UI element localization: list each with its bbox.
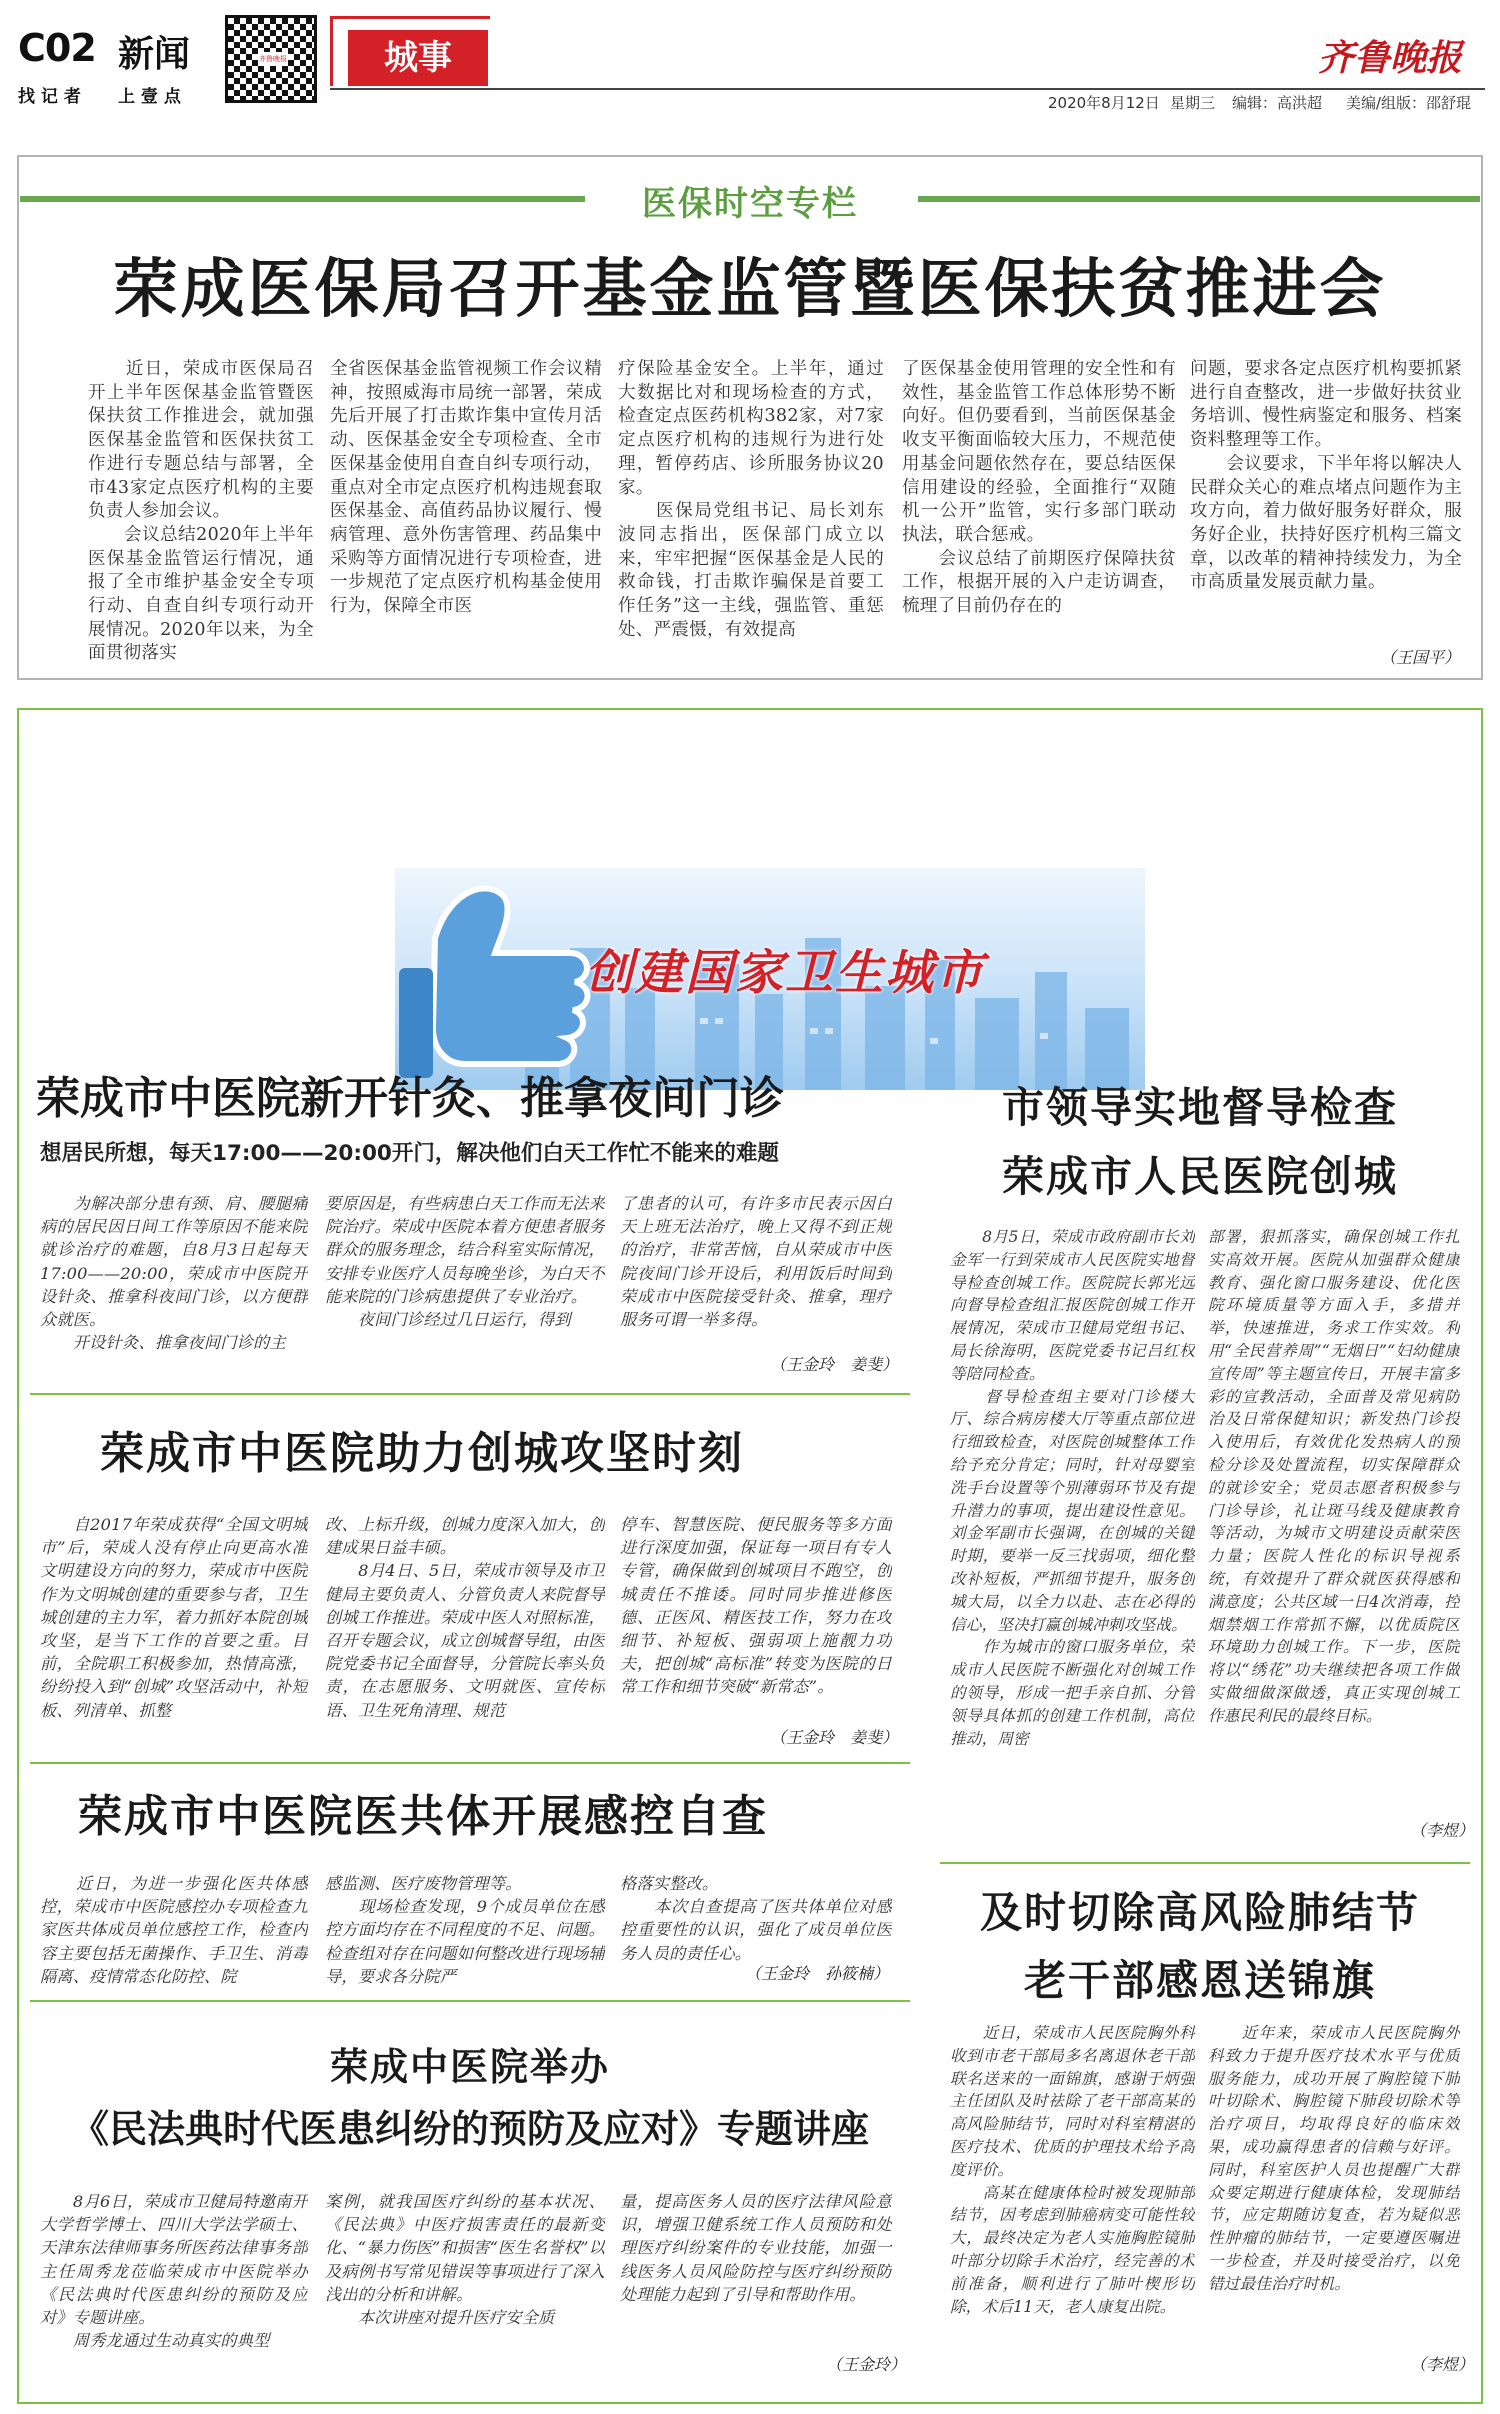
masthead-rule (330, 88, 1485, 90)
column-title-rule-right (918, 196, 1480, 202)
column-title-rule-left (20, 196, 585, 202)
issue-weekday: 星期三 (1170, 94, 1216, 112)
article-3-headline: 荣成市中医院医共体开展感控自查 (78, 1791, 768, 1842)
issue-date: 2020年8月12日 (1048, 94, 1160, 112)
article-6-byline: （李煜） (1410, 2355, 1475, 2374)
tagline-left: 找 记 者 (18, 87, 81, 107)
lead-col-1: 近日，荣成市医保局召开上半年医保基金监管暨医保扶贫工作推进会，就加强医保基金监管和医保扶贫工作进行专题总结与部署，全市43家定点医疗机构的主要负责人参加会议。 会议总结2020年上半年医保基金监管运行情况，通报了全市维护基金安全专项行动、自查自纠专项行动开展情况。2020年以来，为全面贯彻落实 (88, 359, 314, 664)
section-name: 新闻 (118, 34, 191, 75)
article-4-headline-line-2: 《民法典时代医患纠纷的预防及应对》专题讲座 (70, 2107, 869, 2151)
article-2-headline: 荣成市中医院助力创城攻坚时刻 (100, 1428, 744, 1479)
article-3-col-1: 近日，为进一步强化医共体感控，荣成市中医院感控办专项检查九家医共体成员单位感控工作，检查内容主要包括无菌操作、手卫生、消毒隔离、疫情常态化防控、院 (40, 1874, 308, 1986)
article-3-col-2: 感监测、医疗废物管理等。 现场检查发现，9个成员单位在感控方面均存在不同程度的不足、问题。检查组对存在问题如何整改进行现场辅导，要求各分院严 (325, 1874, 605, 1986)
article-1-headline: 荣成市中医院新开针灸、推拿夜间门诊 (36, 1073, 784, 1124)
article-5-headline-line-2: 荣成市人民医院创城 (1001, 1152, 1398, 1201)
article-5-headline-line-1: 市领导实地督导检查 (1001, 1083, 1398, 1132)
article-6-col-1: 近日，荣成市人民医院胸外科收到市老干部局多名离退休老干部联名送来的一面锦旗，感谢于炳强主任团队及时祛除了老干部高某的高风险肺结节，同时对科室精湛的医疗技术、优质的护理技术给予高度评价。 高某在健康体检时被发现肺部结节，因考虑到肺癌病变可能性较大，最终决定为老人实施胸腔镜肺叶部分切除手术治疗，经完善的术前准备，顺利进行了肺叶楔形切除，术后11天，老人康复出院。 (950, 2024, 1195, 2316)
article-4-headline-line-1: 荣成中医院举办 (329, 2045, 610, 2089)
article-3-rule (30, 2000, 910, 2002)
article-4-byline: （王金玲） (826, 2355, 907, 2374)
article-2-col-1: 自2017年荣成获得“全国文明城市”后，荣成人没有停止向更高水准文明建设方向的努力，荣成市中医院作为文明城创建的重要参与者，卫生城创建的主力军，着力抓好本院创城攻坚，是当下工作的首要之重。目前，全院职工积极参加，热情高涨，纷纷投入到“创城”攻坚活动中，补短板、列清单、抓整 (40, 1515, 308, 1720)
article-4-col-2: 案例，就我国医疗纠纷的基本状况、《民法典》中医疗损害责任的最新变化、“暴力伤医”和损害“医生名誉权”以及病例书写常见错误等事项进行了深入浅出的分析和讲解。 本次讲座对提升医疗安全质 (325, 2192, 605, 2328)
article-1-subheadline: 想居民所想，每天17:00——20:00开门，解决他们白天工作忙不能来的难题 (40, 1141, 779, 1166)
page-number: C02 (18, 26, 96, 70)
editor-credit: 编辑：高洪超 (1232, 94, 1323, 112)
article-5-byline: （李煜） (1410, 1821, 1475, 1840)
lead-headline: 荣成医保局召开基金监管暨医保扶贫推进会 (113, 253, 1387, 327)
banner (395, 868, 1145, 1090)
article-5-col-2: 部署，狠抓落实，确保创城工作扎实高效开展。医院从加强群众健康教育、强化窗口服务建设、优化医院环境质量等方面入手，多措并举，快速推进，务求工作实效。利用“全民营养周”“无烟日”“妇幼健康宣传周”等主题宣传日，开展丰富多彩的宣教活动，全面普及常见病防治及日常保健知识；新发热门诊投入使用后，有效优化发热病人的预检分诊及处置流程，切实保障群众的就诊安全；党员志愿者积极参与门诊导诊，礼让斑马线及健康教育等活动，为城市文明建设贡献荣医力量；医院人性化的标识导视系统，有效提升了群众就医获得感和满意度；公共区域一日4次消毒，控烟禁烟工作常抓不懈，以优质院区环境助力创城工作。下一步，医院将以“绣花”功夫继续把各项工作做实做细做深做透，真正实现创城工作惠民利民的最终目标。 (1208, 1228, 1460, 1725)
banner-title: 创建国家卫生城市 (585, 945, 986, 1001)
article-4-col-3: 量，提高医务人员的医疗法律风险意识，增强卫健系统工作人员预防和处理医疗纠纷案件的专业技能，加强一线医务人员风险防控与医疗纠纷预防处理能力起到了引导和帮助作用。 (620, 2192, 892, 2304)
article-1-rule (30, 1393, 910, 1395)
column-title: 医保时空专栏 (642, 184, 858, 224)
article-2-col-2: 改、上标升级，创城力度深入加大，创建成果日益丰硕。 8月4日、5日，荣成市领导及市卫健局主要负责人、分管负责人来院督导创城工作推进。荣成中医人对照标准，召开专题会议，成立创城督导组，由医院党委书记全面督导，分管院长率头负责，在志愿服务、文明就医、宣传标语、卫生死角清理、规范 (325, 1515, 605, 1720)
qr-code-logo: 齐鲁晚报 (258, 52, 288, 66)
tagline-right: 上 壹 点 (118, 87, 181, 107)
lead-col-4: 了医保基金使用管理的安全性和有效性，基金监管工作总体形势不断向好。但仍要看到，当前医保基金收支平衡面临较大压力，不规范使用基金问题依然存在，要总结医保信用建设的经验，全面推行“双随机一公开”监管，实行多部门联动执法，联合惩戒。 会议总结了前期医疗保障扶贫工作，根据开展的入户走访调查，梳理了目前仍存在的 (902, 359, 1176, 617)
lead-col-2: 全省医保基金监管视频工作会议精神，按照威海市局统一部署，荣成先后开展了打击欺诈集中宣传月活动、医保基金安全专项检查、全市医保基金使用自查自纠专项行动，重点对全市定点医疗机构违规套取医保基金、高值药品协议履行、慢病管理、意外伤害管理、药品集中采购等方面情况进行专项检查，进一步规范了定点医疗机构基金使用行为，保障全市医 (330, 359, 602, 617)
article-4-col-1: 8月6日，荣成市卫健局特邀南开大学哲学博士、四川大学法学硕士、天津东法律师事务所医药法律事务部主任周秀龙莅临荣成市中医院举办《民法典时代医患纠纷的预防及应对》专题讲座。 周秀龙通过生动真实的典型 (40, 2192, 308, 2351)
section-tab[interactable]: 城事 (348, 30, 488, 86)
article-6-col-2: 近年来，荣成市人民医院胸外科致力于提升医疗技术水平与优质服务能力，成功开展了胸腔镜下肺叶切除术、胸腔镜下肺段切除术等治疗项目，均取得良好的临床效果，成功赢得患者的信赖与好评。同时，科室医护人员也提醒广大群众要定期进行健康体检，发现肺结节，应定期随访复查，若为疑似恶性肿瘤的肺结节，一定要遵医嘱进一步检查，并及时接受治疗，以免错过最佳治疗时机。 (1208, 2024, 1460, 2293)
thumbs-up-graphic (395, 868, 615, 1090)
article-5-col-1: 8月5日，荣成市政府副市长刘金军一行到荣成市人民医院实地督导检查创城工作。医院院长郭光远向督导检查组汇报医院创城工作开展情况，荣成市卫健局党组书记、局长徐海明，医院党委书记吕红权等陪同检查。 督导检查组主要对门诊楼大厅、综合病房楼大厅等重点部位进行细致检查，对医院创城整体工作给予充分肯定；同时，针对母婴室洗手台设置等个别薄弱环节及有提升潜力的事项，提出建设性意见。刘金军副市长强调，在创城的关键时期，要举一反三找弱项，细化整改补短板，严抓细节提升，服务创城大局，以全力以赴、志在必得的信心，坚决打赢创城冲刺攻坚战。 作为城市的窗口服务单位，荣成市人民医院不断强化对创城工作的领导，形成一把手亲自抓、分管领导具体抓的创建工作机制，高位推动，周密 (950, 1228, 1195, 1748)
article-2-byline: （王金玲 姜斐） (770, 1728, 899, 1747)
lead-col-3: 疗保险基金安全。上半年，通过大数据比对和现场检查的方式，检查定点医药机构382家，对7家定点医疗机构的违规行为进行处理，暂停药店、诊所服务协议20家。 医保局党组书记、局长刘东波同志指出，医保部门成立以来，牢牢把握“医保基金是人民的救命钱，打击欺诈骗保是首要工作任务”这一主线，强监管、重惩处、严震慑，有效提高 (618, 359, 884, 640)
article-3-col-3: 格落实整改。 本次自查提高了医共体单位对感控重要性的认识，强化了成员单位医务人员的责任心。 (620, 1874, 892, 1963)
article-5-rule (940, 1862, 1470, 1864)
article-1-col-2: 要原因是，有些病患白天工作而无法来院治疗。荣成中医院本着方便患者服务群众的服务理念，结合科室实际情况，安排专业医疗人员每晚坐诊，为白天不能来院的门诊病患提供了专业治疗。 夜间门诊经过几日运行，得到 (325, 1194, 605, 1330)
article-3-byline: （王金玲 孙筱楠） (745, 1964, 890, 1983)
lead-col-5: 问题，要求各定点医疗机构要抓紧进行自查整改，进一步做好扶贫业务培训、慢性病鉴定和服务、档案资料整理等工作。 会议要求，下半年将以解决人民群众关心的难点堵点问题作为主攻方向，着力做好服务好群众，服务好企业，扶持好医疗机构三篇文章，以改革的精神持续发力，为全市高质量发展贡献力量。 (1190, 359, 1462, 593)
article-6-headline-line-2: 老干部感恩送锦旗 (1023, 1956, 1376, 2005)
article-2-col-3: 停车、智慧医院、便民服务等多方面进行深度加强，保证每一项目有专人专管，确保做到创城项目不跑空，创城责任不推诿。同时同步推进修医德、正医风、精医技工作，努力在攻细节、补短板、强弱项上施靓力功夫，把创城“高标准”转变为医院的日常工作和细节突破“新常态”。 (620, 1515, 892, 1697)
article-1-col-1: 为解决部分患有颈、肩、腰腿痛病的居民因日间工作等原因不能来院就诊治疗的难题，自8月3日起每天17:00——20:00，荣成市中医院开设针灸、推拿科夜间门诊，以方便群众就医。 开设针灸、推拿夜间门诊的主 (40, 1194, 308, 1353)
newspaper-logo: 齐鲁晚报 (1318, 37, 1463, 79)
article-1-col-3: 了患者的认可，有许多市民表示因白天上班无法治疗，晚上又得不到正规的治疗，非常苦恼，自从荣成市中医院夜间门诊开设后，利用饭后时间到荣成市中医院接受针灸、推拿，理疗服务可谓一举多得。 (620, 1194, 892, 1330)
article-1-byline: （王金玲 姜斐） (770, 1355, 899, 1374)
designer-credit: 美编/组版：邵舒琨 (1346, 94, 1472, 112)
article-2-rule (30, 1762, 910, 1764)
lead-byline: （王国平） (1380, 648, 1461, 667)
qr-code[interactable] (225, 15, 317, 103)
article-6-headline-line-1: 及时切除高风险肺结节 (979, 1888, 1420, 1937)
